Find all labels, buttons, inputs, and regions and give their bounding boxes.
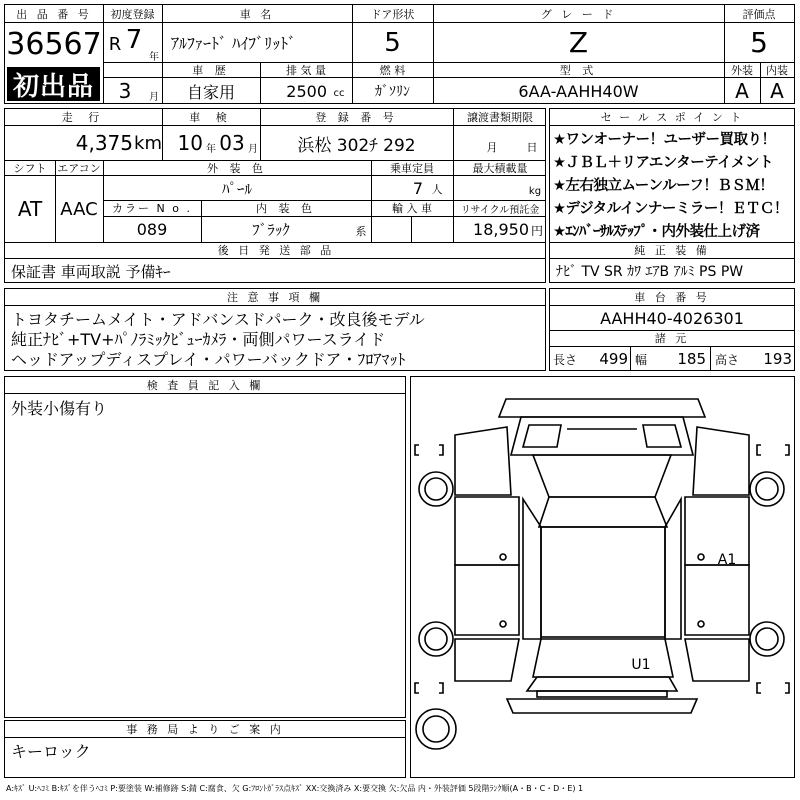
- equipment-label: 純 正 装 備: [634, 244, 710, 257]
- transfer-month-unit: 月: [486, 141, 498, 154]
- color-number-label: カラー N o .: [112, 202, 192, 215]
- width: 185: [677, 350, 706, 368]
- sales-point-item: ★デジタルインナーミラー！ＥＴＣ！: [553, 201, 788, 217]
- dimensions-label: 諸 元: [654, 332, 690, 345]
- legend: A:ｷｽﾞ U:ﾍｺﾐ B:ｷｽﾞを伴うﾍｺﾐ P:要塗装 W:補修跡 S:錆 C:腐食、欠 G:ﾌﾛﾝﾄｶﾞﾗｽ点ｷｽﾞ XX:交換済み X:要交換 欠:欠品 内・外装評価 5段階ﾗﾝｸ順(A・B・C・D・E) 1: [6, 783, 584, 793]
- length: 499: [599, 350, 628, 368]
- lot-number-label: 出 品 番 号: [16, 7, 92, 21]
- exterior-color-label: 外 装 色: [207, 161, 267, 175]
- color-number: 089: [136, 220, 168, 239]
- chassis-label: 車 台 番 号: [634, 291, 710, 304]
- mileage-unit: km: [134, 132, 162, 154]
- exterior-grade: A: [735, 79, 749, 103]
- car-diagram: [410, 376, 795, 778]
- interior-color: ﾌﾞﾗｯｸ: [252, 221, 290, 239]
- car-diagram-svg: [411, 377, 793, 776]
- first-registration-label: 初度登録: [110, 7, 155, 21]
- month-unit: 月: [149, 92, 159, 102]
- max-load-label: 最大積載量: [472, 161, 528, 175]
- sales-points-section: [549, 108, 795, 283]
- lot-number: 36567: [6, 26, 102, 62]
- later-parts-label: 後 日 発 送 部 品: [217, 244, 335, 257]
- exterior-grade-label: 外装: [731, 63, 753, 77]
- header-section: [4, 4, 795, 104]
- mileage: 4,375: [75, 131, 133, 155]
- fuel: ｶﾞｿﾘﾝ: [375, 84, 410, 100]
- exterior-color: ﾊﾟｰﾙ: [221, 179, 252, 198]
- inspection-month-unit: 月: [248, 143, 258, 155]
- vehicle-info-section: [4, 108, 546, 283]
- car-name-label: 車 名: [239, 7, 275, 21]
- inspection-label: 車 検: [189, 111, 233, 124]
- door-type: 5: [384, 27, 401, 58]
- year-unit: 年: [149, 52, 159, 62]
- sales-points-label: セ ー ル ス ポ イ ン ト: [600, 111, 744, 124]
- score-label: 評価点: [742, 7, 776, 21]
- model: 6AA-AAHH40W: [518, 81, 639, 101]
- first-listing-badge: 初出品: [7, 67, 100, 101]
- plate-number: 浜松 302ﾁ 292: [297, 135, 416, 156]
- recycle-fee-label: リサイクル預託金: [460, 204, 540, 216]
- grade: Z: [568, 26, 589, 59]
- recycle-fee-unit: 円: [530, 223, 543, 238]
- era: R: [108, 33, 122, 55]
- sales-point-item: ★ＪＢＬ＋リアエンターテイメント: [553, 155, 774, 171]
- displacement: 2500: [286, 81, 327, 101]
- sales-point-item: ★左右独立ムーンルーフ！ＢＳＭ！: [553, 178, 774, 194]
- notes-section: [4, 288, 546, 371]
- interior-grade-label: 内装: [766, 63, 788, 77]
- note-line: トヨタチームメイト・アドバンスドパーク・改良後モデル: [11, 309, 425, 328]
- office-label: 事 務 局 よ り ご 案 内: [126, 723, 284, 736]
- plate-label: 登 録 番 号: [315, 111, 398, 124]
- first-registration-year: 7: [125, 25, 143, 55]
- interior-color-label: 内 装 色: [256, 202, 316, 215]
- shift-label: シフト: [13, 161, 47, 175]
- transfer-day-unit: 日: [526, 141, 538, 154]
- sales-point-item: ★ワンオーナー！ユーザー買取り！: [553, 132, 776, 148]
- inspection-month: 03: [219, 131, 245, 155]
- aircon-label: エアコン: [57, 161, 101, 175]
- transfer-deadline-label: 譲渡書類期限: [467, 111, 533, 124]
- interior-grade: A: [770, 79, 784, 103]
- office-section: [4, 720, 406, 778]
- later-parts: 保証書 車両取説 予備ｷｰ: [11, 262, 171, 281]
- mileage-label: 走 行: [61, 111, 106, 124]
- note-line: 純正ﾅﾋﾞ+TV+ﾊﾟﾉﾗﾐｯｸﾋﾞｭｰｶﾒﾗ・両側パワースライド: [11, 329, 386, 348]
- inspector-label: 検 査 員 記 入 欄: [146, 379, 264, 392]
- grade-label: グ レ ー ド: [540, 7, 617, 21]
- import-label: 輸 入 車: [392, 202, 432, 215]
- note-line: ヘッドアップディスプレイ・パワーバックドア・ﾌﾛｱﾏｯﾄ: [11, 349, 406, 368]
- height-label: 高さ: [714, 352, 739, 367]
- office-comment: キーロック: [11, 741, 91, 761]
- first-registration-month: 3: [118, 79, 132, 103]
- width-label: 幅: [634, 352, 647, 367]
- displacement-label: 排 気 量: [286, 63, 326, 77]
- equipment: ﾅﾋﾞ TV SR ｶﾜ ｴｱB ｱﾙﾐ PS PW: [556, 264, 744, 280]
- recycle-fee: 18,950: [473, 220, 529, 239]
- history-label: 車 歴: [192, 63, 230, 77]
- interior-color-suffix: 系: [355, 225, 367, 238]
- car-name: ｱﾙﾌｧｰﾄﾞ ﾊｲﾌﾞﾘｯﾄﾞ: [171, 34, 297, 53]
- sales-point-item: ★ｴﾝﾊﾞｰｻﾙｽﾃｯﾌﾟ・内外装仕上げ済: [553, 224, 760, 240]
- length-label: 長さ: [552, 352, 577, 367]
- aircon: AAC: [60, 198, 98, 220]
- height: 193: [763, 350, 792, 368]
- chassis-section: [549, 288, 795, 371]
- chassis-number: AAHH40-4026301: [600, 308, 744, 328]
- door-type-label: ドア形状: [370, 7, 415, 21]
- inspector-section: [4, 376, 406, 718]
- inspector-comment: 外装小傷有り: [11, 398, 108, 418]
- capacity-label: 乗車定員: [390, 161, 434, 175]
- capacity-unit: 人: [431, 183, 443, 196]
- history: 自家用: [186, 82, 235, 102]
- displacement-unit: cc: [333, 87, 345, 99]
- inspection-year-unit: 年: [206, 143, 216, 155]
- max-load-unit: kg: [528, 185, 542, 197]
- notes-label: 注 意 事 項 欄: [227, 291, 323, 304]
- model-label: 型 式: [559, 63, 598, 77]
- damage-mark: A1: [717, 552, 737, 568]
- damage-mark: U1: [631, 657, 651, 673]
- fuel-label: 燃 料: [379, 63, 406, 77]
- inspection-year: 10: [177, 131, 203, 155]
- score: 5: [750, 26, 768, 59]
- capacity: 7: [412, 178, 423, 198]
- shift: AT: [17, 197, 43, 221]
